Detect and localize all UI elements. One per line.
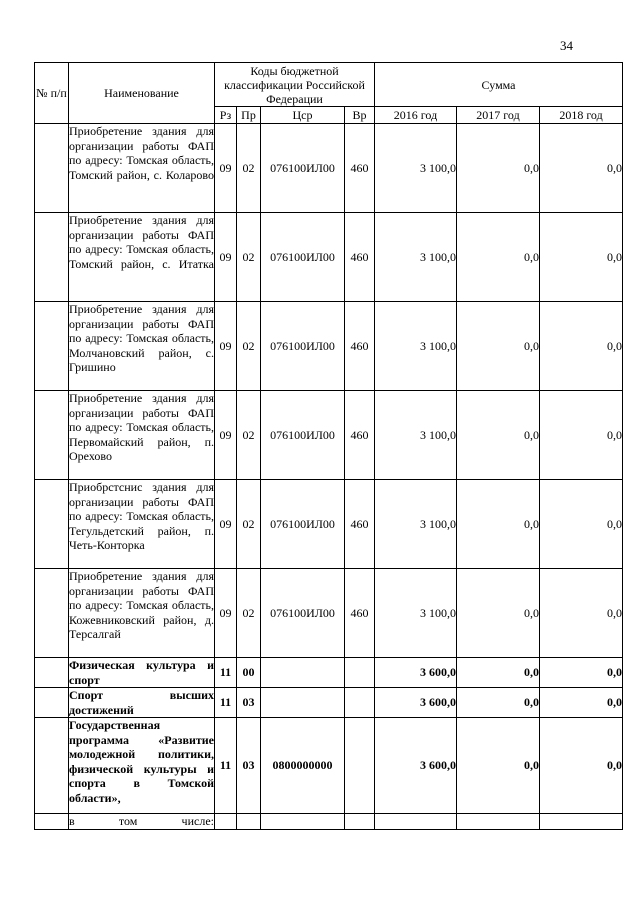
- cell-2018: 0,0: [540, 688, 623, 718]
- cell-2016: 3 100,0: [375, 480, 457, 569]
- cell-2017: 0,0: [457, 688, 540, 718]
- cell-2017: 0,0: [457, 658, 540, 688]
- table-row: [35, 658, 623, 688]
- cell-vr: [345, 688, 375, 718]
- cell-2016: [375, 814, 457, 830]
- cell-rz: 11: [215, 688, 237, 718]
- col-header-pr: Пр: [237, 107, 261, 124]
- cell-rz: 09: [215, 391, 237, 480]
- table-row: [35, 124, 623, 213]
- cell-pr: 02: [237, 302, 261, 391]
- cell-name: Приобретение здания для организации работы ФАП по адресу: Томская область, Томский район, с. Итатка: [69, 213, 215, 302]
- cell-rz: 09: [215, 124, 237, 213]
- cell-vr: 460: [345, 391, 375, 480]
- cell-2018: 0,0: [540, 391, 623, 480]
- cell-name: Государственная программа «Развитие молодежной политики, физической культуры и спорта в Томской области»,: [69, 718, 215, 814]
- cell-2016: 3 100,0: [375, 302, 457, 391]
- cell-num: [35, 213, 69, 302]
- table-row: [35, 688, 623, 718]
- col-header-vr: Вр: [345, 107, 375, 124]
- cell-rz: 09: [215, 569, 237, 658]
- cell-vr: [345, 718, 375, 814]
- table-row: [35, 302, 623, 391]
- table-row: [35, 213, 623, 302]
- cell-pr: 02: [237, 569, 261, 658]
- cell-vr: 460: [345, 213, 375, 302]
- cell-rz: 09: [215, 302, 237, 391]
- cell-2018: 0,0: [540, 569, 623, 658]
- cell-2016: 3 600,0: [375, 688, 457, 718]
- cell-num: [35, 569, 69, 658]
- cell-csr: 076100ИЛ00: [261, 124, 345, 213]
- col-header-2018: 2018 год: [540, 107, 623, 124]
- cell-csr: [261, 688, 345, 718]
- cell-csr: 076100ИЛ00: [261, 391, 345, 480]
- cell-vr: [345, 814, 375, 830]
- col-header-2017: 2017 год: [457, 107, 540, 124]
- cell-csr: [261, 658, 345, 688]
- cell-rz: [215, 814, 237, 830]
- cell-pr: 03: [237, 718, 261, 814]
- cell-2017: 0,0: [457, 718, 540, 814]
- cell-2016: 3 600,0: [375, 658, 457, 688]
- cell-csr: 076100ИЛ00: [261, 213, 345, 302]
- cell-vr: [345, 658, 375, 688]
- cell-pr: 02: [237, 213, 261, 302]
- cell-name: Приобретение здания для организации работы ФАП по адресу: Томская область, Кожевниковский район, д. Терсалгай: [69, 569, 215, 658]
- table-row: [35, 391, 623, 480]
- cell-2016: 3 100,0: [375, 569, 457, 658]
- table-body: [35, 124, 623, 830]
- budget-table: [34, 62, 623, 830]
- cell-vr: 460: [345, 480, 375, 569]
- cell-num: [35, 391, 69, 480]
- cell-csr: 076100ИЛ00: [261, 480, 345, 569]
- cell-2017: 0,0: [457, 124, 540, 213]
- cell-2018: 0,0: [540, 302, 623, 391]
- table-row: [35, 814, 623, 830]
- cell-num: [35, 718, 69, 814]
- cell-pr: 02: [237, 391, 261, 480]
- cell-2017: 0,0: [457, 569, 540, 658]
- cell-num: [35, 688, 69, 718]
- cell-2016: 3 100,0: [375, 391, 457, 480]
- cell-name: Спорт высших достижений: [69, 688, 214, 717]
- cell-csr: 0800000000: [261, 718, 345, 814]
- cell-2017: 0,0: [457, 480, 540, 569]
- cell-2016: 3 100,0: [375, 213, 457, 302]
- cell-2017: 0,0: [457, 391, 540, 480]
- cell-num: [35, 814, 69, 830]
- cell-pr: [237, 814, 261, 830]
- cell-num: [35, 302, 69, 391]
- cell-name: в том числе:: [69, 814, 214, 828]
- cell-csr: [261, 814, 345, 830]
- cell-vr: 460: [345, 124, 375, 213]
- cell-name: Приобретение здания для организации работы ФАП по адресу: Томская область, Первомайский район, п. Орехово: [69, 391, 215, 480]
- table-row: [35, 480, 623, 569]
- cell-vr: 460: [345, 569, 375, 658]
- cell-2018: [540, 814, 623, 830]
- cell-pr: 02: [237, 124, 261, 213]
- cell-name: Приобретение здания для организации работы ФАП по адресу: Томская область, Томский район, с. Коларово: [69, 124, 215, 213]
- col-header-sum: Сумма: [375, 63, 623, 107]
- col-header-name: Наименование: [69, 63, 215, 124]
- cell-2017: [457, 814, 540, 830]
- cell-2018: 0,0: [540, 213, 623, 302]
- col-header-num: № п/п: [35, 63, 69, 124]
- cell-pr: 02: [237, 480, 261, 569]
- cell-csr: 076100ИЛ00: [261, 302, 345, 391]
- cell-2018: 0,0: [540, 480, 623, 569]
- cell-2018: 0,0: [540, 658, 623, 688]
- cell-2017: 0,0: [457, 213, 540, 302]
- page-number: 34: [560, 38, 573, 53]
- table-row: [35, 569, 623, 658]
- cell-csr: 076100ИЛ00: [261, 569, 345, 658]
- cell-num: [35, 124, 69, 213]
- col-header-2016: 2016 год: [375, 107, 457, 124]
- cell-rz: 09: [215, 213, 237, 302]
- cell-name: Приобретение здания для организации работы ФАП по адресу: Томская область, Молчановский район, с. Гришино: [69, 302, 215, 391]
- cell-rz: 11: [215, 718, 237, 814]
- col-header-rz: Рз: [215, 107, 237, 124]
- col-header-csr: Цср: [261, 107, 345, 124]
- cell-2018: 0,0: [540, 718, 623, 814]
- cell-pr: 00: [237, 658, 261, 688]
- cell-2018: 0,0: [540, 124, 623, 213]
- cell-num: [35, 658, 69, 688]
- cell-vr: 460: [345, 302, 375, 391]
- cell-rz: 09: [215, 480, 237, 569]
- cell-2016: 3 100,0: [375, 124, 457, 213]
- cell-pr: 03: [237, 688, 261, 718]
- cell-2016: 3 600,0: [375, 718, 457, 814]
- cell-name: Физическая культура и спорт: [69, 658, 214, 687]
- cell-num: [35, 480, 69, 569]
- cell-2017: 0,0: [457, 302, 540, 391]
- cell-rz: 11: [215, 658, 237, 688]
- col-header-codes: Коды бюджетной классификации Российской Федерации: [215, 63, 375, 107]
- cell-name: Приобрстснис здания для организации работы ФАП по адресу: Томская область, Тегульдетский район, п. Четь-Конторка: [69, 480, 215, 569]
- table-row: [35, 718, 623, 814]
